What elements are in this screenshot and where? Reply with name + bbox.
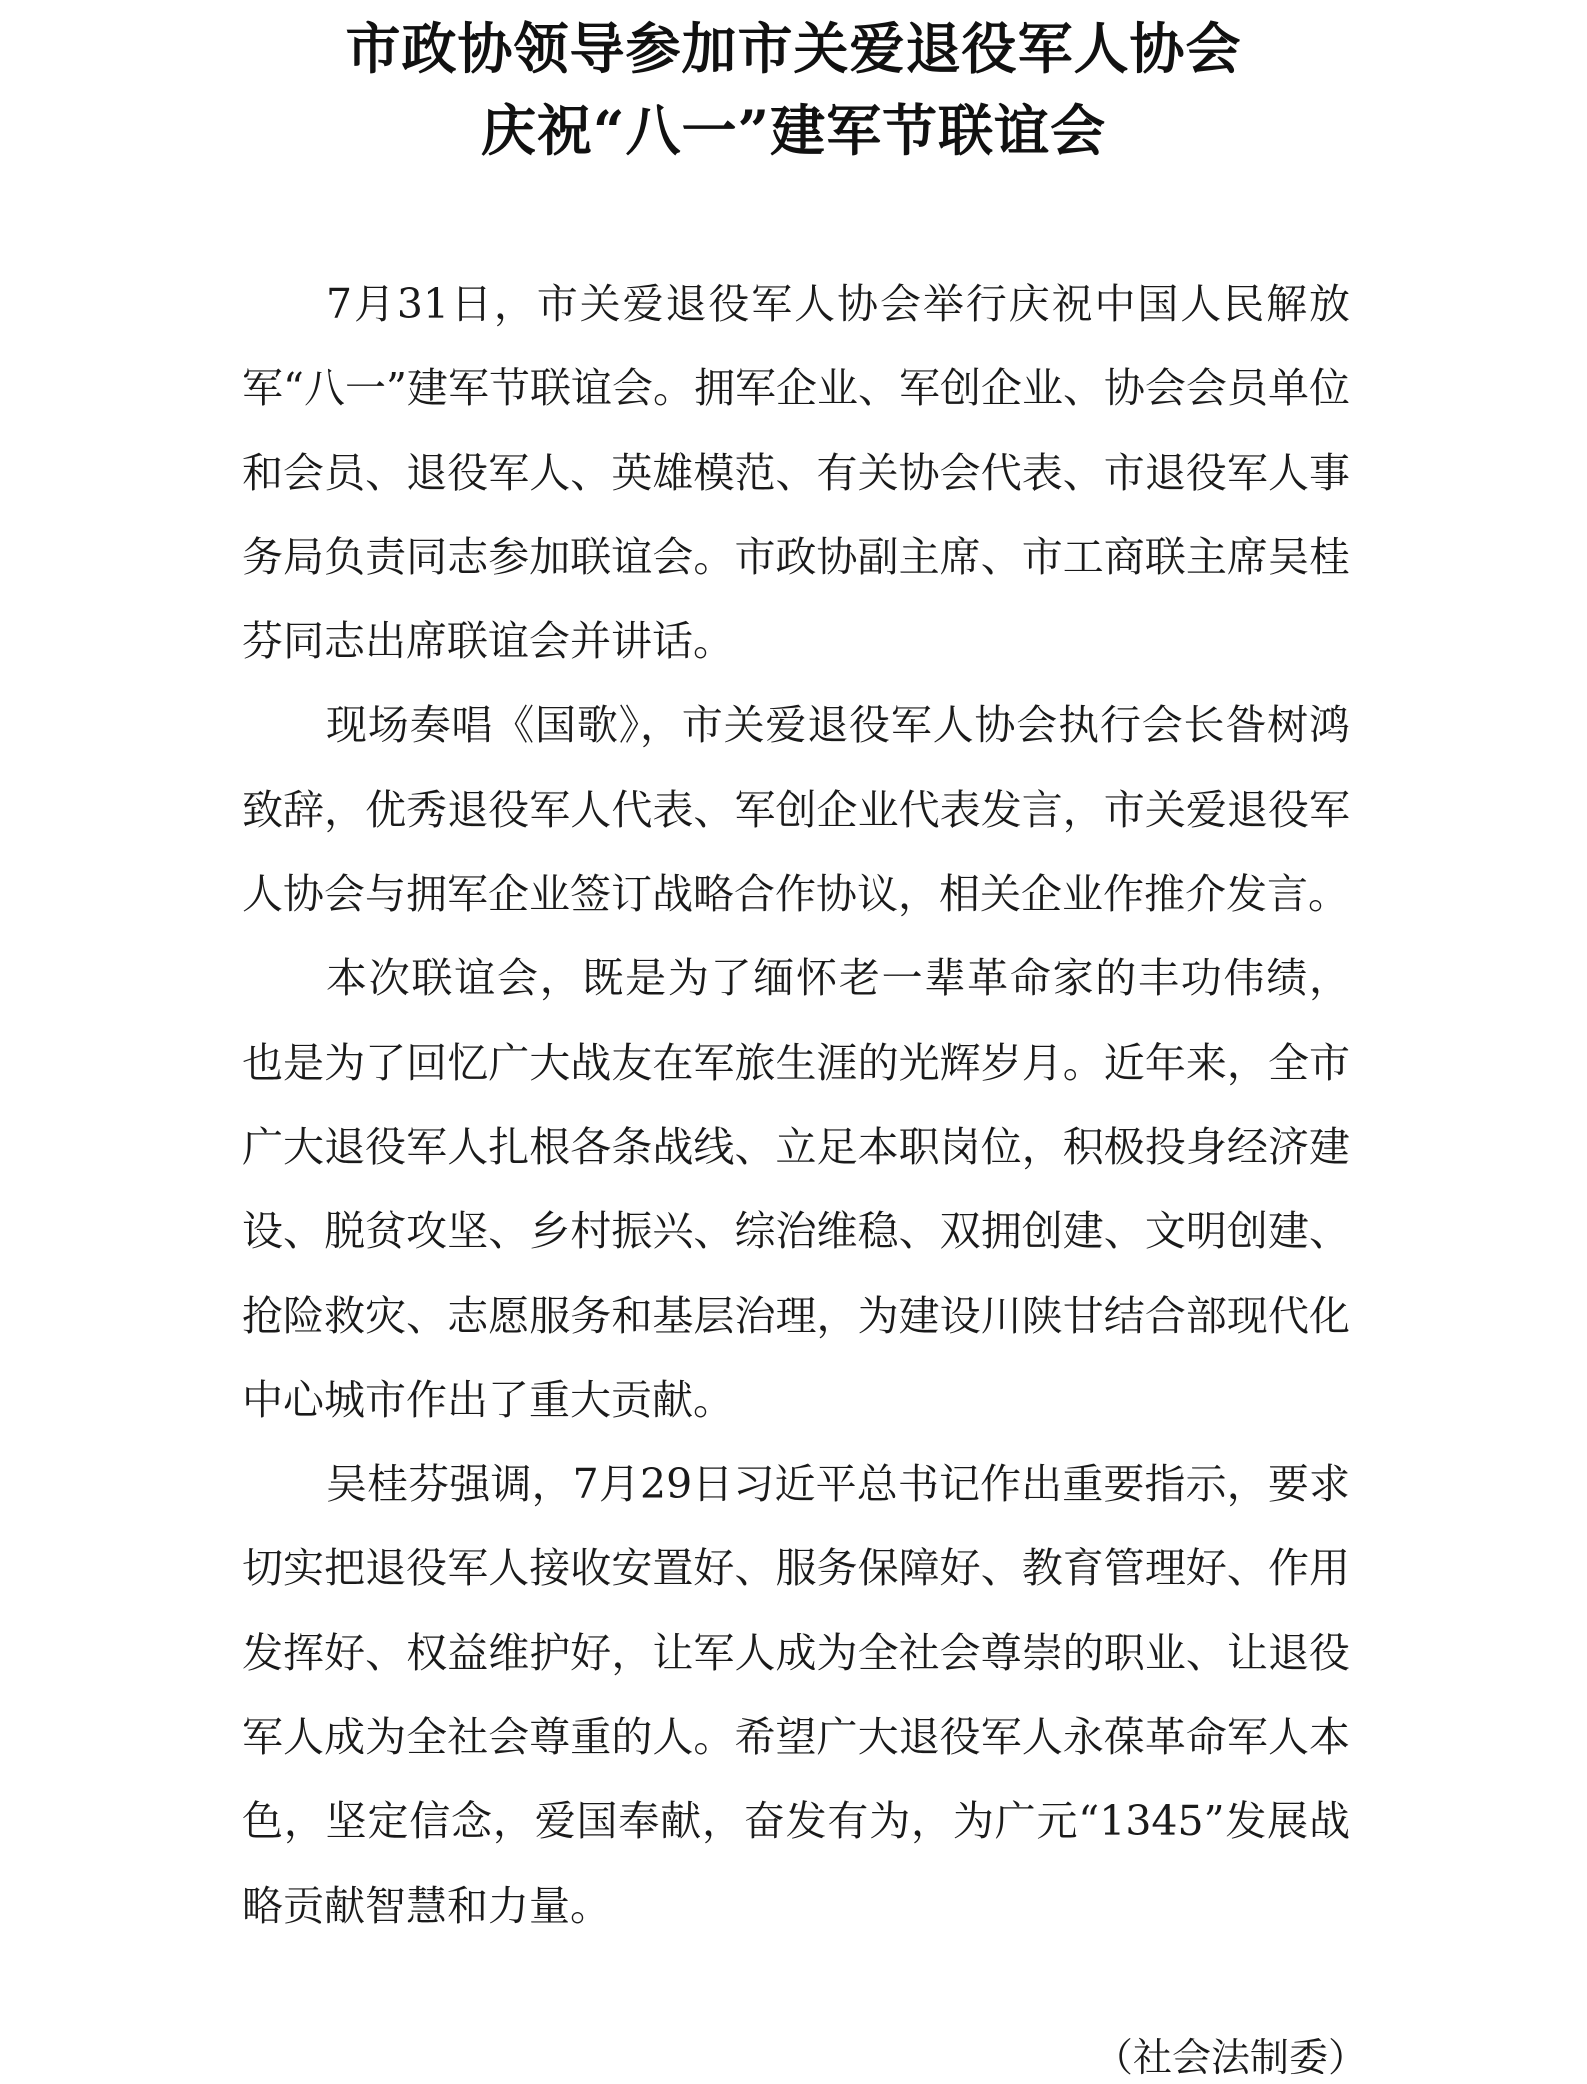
article-body [242,262,1350,1948]
title-line-2: 庆祝“八一”建军节联谊会 [480,98,1107,163]
author-signature: （社会法制委） [1093,2036,1367,2081]
paragraph-4: 吴桂芬强调，7月29日习近平总书记作出重要指示，要求切实把退役军人接收安置好、服务保障好、教育管理好、作用发挥好、权益维护好，让军人成为全社会尊崇的职业、让退役军人成为全社会尊重的人。希望广大退役军人永葆革命军人本色，坚定信念，爱国奉献，奋发有为，为广元“1345”发展战略贡献智慧和力量。 [242,1460,1350,1930]
paragraph-1: 7月31日，市关爱退役军人协会举行庆祝中国人民解放军“八一”建军节联谊会。拥军企业、军创企业、协会会员单位和会员、退役军人、英雄模范、有关协会代表、市退役军人事务局负责同志参加联谊会。市政协副主席、市工商联主席吴桂芬同志出席联谊会并讲话。 [242,280,1350,666]
paragraph-2: 现场奏唱《国歌》，市关爱退役军人协会执行会长昝树鸿致辞，优秀退役军人代表、军创企业代表发言，市关爱退役军人协会与拥军企业签订战略合作协议，相关企业作推介发言。 [242,701,1350,919]
title-line-1: 市政协领导参加市关爱退役军人协会 [345,16,1242,81]
article-title [0,8,1587,172]
paragraph-3: 本次联谊会，既是为了缅怀老一辈革命家的丰功伟绩，也是为了回忆广大战友在军旅生涯的光辉岁月。近年来，全市广大退役军人扎根各条战线、立足本职岗位，积极投身经济建设、脱贫攻坚、乡村振兴、综治维稳、双拥创建、文明创建、抢险救灾、志愿服务和基层治理，为建设川陕甘结合部现代化中心城市作出了重大贡献。 [242,954,1350,1424]
